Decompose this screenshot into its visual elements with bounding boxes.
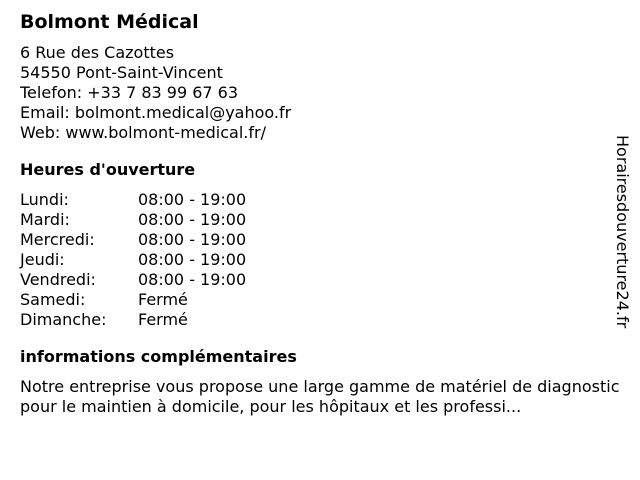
day-label: Jeudi: <box>20 250 65 269</box>
time-value: 08:00 - 19:00 <box>138 190 247 209</box>
time-value: 08:00 - 19:00 <box>138 230 247 249</box>
day-label: Mardi: <box>20 210 70 229</box>
website-link[interactable]: Web: www.bolmont-medical.fr/ <box>20 123 266 142</box>
day-label: Vendredi: <box>20 270 96 289</box>
business-name: Bolmont Médical <box>20 11 199 33</box>
hours-row-friday <box>20 270 620 290</box>
day-label: Dimanche: <box>20 310 107 329</box>
email-address[interactable]: Email: bolmont.medical@yahoo.fr <box>20 103 292 122</box>
phone-number[interactable]: Telefon: +33 7 83 99 67 63 <box>20 83 239 102</box>
business-card <box>20 10 620 417</box>
time-value: Fermé <box>138 310 188 329</box>
opening-hours-table <box>20 190 620 330</box>
day-label: Mercredi: <box>20 230 95 249</box>
hours-row-thursday <box>20 250 620 270</box>
address-city: 54550 Pont-Saint-Vincent <box>20 63 223 82</box>
hours-row-tuesday <box>20 210 620 230</box>
time-value: 08:00 - 19:00 <box>138 250 247 269</box>
hours-row-saturday <box>20 290 620 310</box>
time-value: 08:00 - 19:00 <box>138 210 247 229</box>
time-value: Fermé <box>138 290 188 309</box>
hours-row-sunday <box>20 310 620 330</box>
site-watermark: Horairesdouverture24.fr <box>613 135 632 329</box>
hours-row-monday <box>20 190 620 210</box>
day-label: Lundi: <box>20 190 69 209</box>
additional-info-title: informations complémentaires <box>20 347 297 366</box>
additional-info-text: Notre entreprise vous propose une large gamme de matériel de diagnostic pour le maintien à domicile, pour les hôpitaux et les professi... <box>20 377 620 416</box>
time-value: 08:00 - 19:00 <box>138 270 247 289</box>
address-street: 6 Rue des Cazottes <box>20 43 175 62</box>
day-label: Samedi: <box>20 290 86 309</box>
hours-row-wednesday <box>20 230 620 250</box>
opening-hours-title: Heures d'ouverture <box>20 160 196 179</box>
